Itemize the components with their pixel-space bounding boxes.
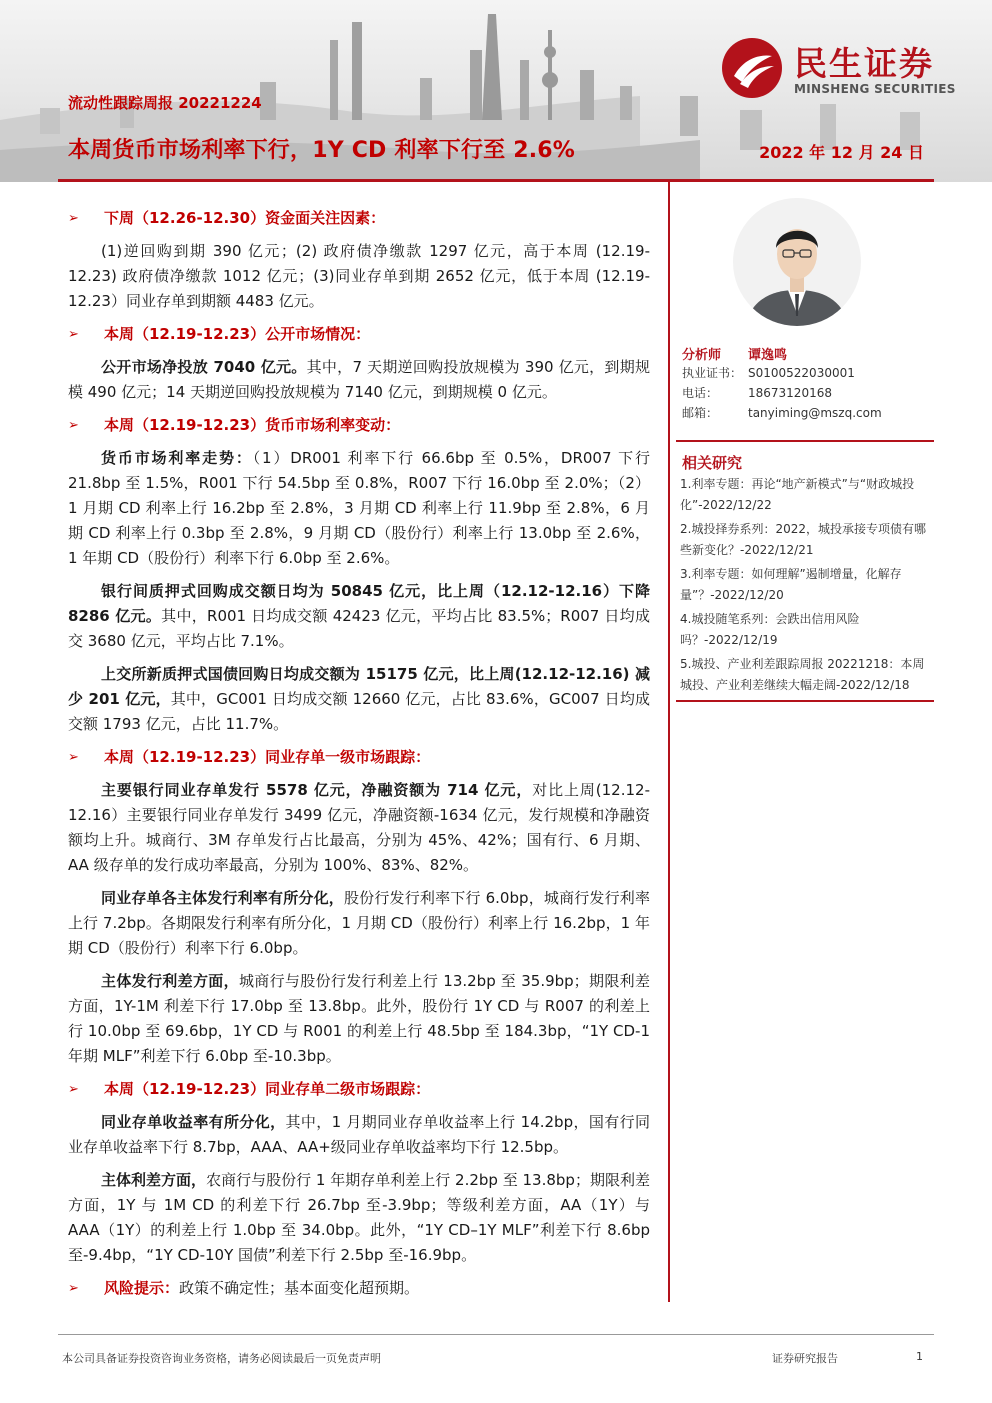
report-series: 流动性跟踪周报 20221224 <box>68 94 262 112</box>
section-paragraph: 主体发行利差方面，城商行与股份行发行利差上行 13.2bp 至 35.9bp；期限利差方面，1Y-1M 利差下行 17.0bp 至 13.8bp。此外，股份行 1Y CD 与 R007 的利差上行 10.0bp 至 69.6bp，1Y CD 与 R001 的利差上行 48.5bp 至 184.3bp，“1Y CD-1 年期 MLF”利差下行 6.0bp 至-10.3bp。 <box>68 972 650 1065</box>
related-research-item[interactable]: 4.城投随笔系列：会跌出信用风险吗？-2022/12/19 <box>680 612 860 647</box>
analyst-email-row: 邮箱： tanyiming@mszq.com <box>682 406 882 420</box>
related-research-item[interactable]: 2.城投择券系列：2022，城投承接专项债有哪些新变化？-2022/12/21 <box>680 522 926 557</box>
footer-disclaimer: 本公司具备证券投资咨询业务资格，请务必阅读最后一页免责声明 <box>62 1352 381 1365</box>
section-paragraph: 同业存单各主体发行利率有所分化，股份行发行利率下行 6.0bp，城商行发行利率上行 7.2bp。各期限发行利率有所分化，1 月期 CD（股份行）利率上行 16.2bp，1 年期 CD（股份行）利率下行 6.0bp。 <box>68 889 650 957</box>
arrow-bullet-icon: ➢ <box>68 211 79 226</box>
analyst-cert-row: 执业证书： S0100522030001 <box>682 366 855 380</box>
sidebar-divider <box>676 440 934 442</box>
section-heading: ➢ 本周（12.19-12.23）同业存单二级市场跟踪： <box>68 1077 650 1102</box>
related-research-item[interactable]: 3.利率专题：如何理解”遏制增量，化解存量”？-2022/12/20 <box>680 567 902 602</box>
analyst-cert: S0100522030001 <box>748 366 855 380</box>
risk-warning <box>68 1276 650 1301</box>
section-paragraph: (1)逆回购到期 390 亿元；(2) 政府债净缴款 1297 亿元，高于本周 (12.19-12.23) 政府债净缴款 1012 亿元；(3)同业存单到期 2652 亿元，低于本周 (12.19-12.23）同业存单到期额 4483 亿元。 <box>68 242 650 310</box>
section-paragraph: 银行间质押式回购成交额日均为 50845 亿元，比上周（12.12-12.16）下降 8286 亿元。其中，R001 日均成交额 42423 亿元，平均占比 83.5%；R007 日均成交 3680 亿元，平均占比 7.1%。 <box>68 582 650 650</box>
report-title: 本周货币市场利率下行，1Y CD 利率下行至 2.6% <box>68 138 576 163</box>
analyst-phone: 18673120168 <box>748 386 832 400</box>
arrow-bullet-icon: ➢ <box>68 750 79 765</box>
footer-divider <box>58 1334 934 1335</box>
analyst-name: 谭逸鸣 <box>748 348 788 363</box>
risk-label: 风险提示： <box>104 1279 180 1297</box>
section-paragraph: 公开市场净投放 7040 亿元。其中，7 天期逆回购投放规模为 390 亿元，到期规模 490 亿元；14 天期逆回购投放规模为 7140 亿元，到期规模 0 亿元。 <box>68 358 650 401</box>
section-paragraph: 上交所新质押式国债回购日均成交额为 15175 亿元，比上周(12.12-12.16) 减少 201 亿元，其中，GC001 日均成交额 12660 亿元，占比 83.6%，GC007 日均成交额 1793 亿元，占比 11.7%。 <box>68 665 650 733</box>
logo-english-name: MINSHENG SECURITIES <box>794 82 956 96</box>
analyst-name-row <box>682 344 787 363</box>
section-paragraph: 主要银行同业存单发行 5578 亿元，净融资额为 714 亿元，对比上周(12.12-12.16）主要银行同业存单发行 3499 亿元，净融资额-1634 亿元，发行规模和净融资额均上升。城商行、3M 存单发行占比最高，分别为 45%、42%；国有行、6 月期、AA 级存单的发行成功率最高，分别为 100%、83%、82%。 <box>68 781 650 874</box>
related-research-item[interactable]: 5.城投、产业利差跟踪周报 20221218：本周城投、产业利差继续大幅走阔-2022/12/18 <box>680 657 925 692</box>
page-number: 1 <box>916 1350 923 1363</box>
report-header <box>0 0 992 182</box>
related-research-list <box>680 474 932 699</box>
section-heading: ➢ 本周（12.19-12.23）公开市场情况： <box>68 322 650 347</box>
column-divider <box>668 182 670 1302</box>
footer-doc-type: 证券研究报告 <box>772 1352 838 1365</box>
section-heading: ➢ 本周（12.19-12.23）同业存单一级市场跟踪： <box>68 745 650 770</box>
summary-content <box>68 206 650 1309</box>
section-paragraph: 同业存单收益率有所分化，其中，1 月期同业存单收益率上行 14.2bp，国有行同业存单收益率下行 8.7bp，AAA、AA+级同业存单收益率均下行 12.5bp。 <box>68 1113 650 1156</box>
risk-text: 政策不确定性；基本面变化超预期。 <box>179 1279 420 1297</box>
analyst-email[interactable]: tanyiming@mszq.com <box>748 406 882 420</box>
arrow-bullet-icon: ➢ <box>68 418 79 433</box>
analyst-photo <box>732 190 862 338</box>
logo-chinese-name: 民生证券 <box>794 44 934 83</box>
related-research-item[interactable]: 1.利率专题：再论“地产新模式”与“财政城投化”-2022/12/22 <box>680 477 915 512</box>
analyst-phone-row: 电话： 18673120168 <box>682 386 832 400</box>
sidebar <box>676 182 934 702</box>
section-paragraph: 货币市场利率走势：（1）DR001 利率下行 66.6bp 至 0.5%，DR007 下行 21.8bp 至 1.5%，R001 下行 54.5bp 至 0.8%，R007 下行 16.0bp 至 2.0%；（2）1 月期 CD 利率上行 16.2bp 至 2.8%，3 月期 CD 利率上行 11.9bp 至 2.8%，6 月期 CD 利率上行 0.3bp 至 2.8%，9 月期 CD（股份行）利率上行 13.0bp 至 2.6%，1 年期 CD（股份行）利率下行 6.0bp 至 2.6%。 <box>68 449 650 567</box>
report-date: 2022 年 12 月 24 日 <box>759 143 924 162</box>
section-heading: ➢ 下周（12.26-12.30）资金面关注因素： <box>68 206 650 231</box>
section-paragraph: 主体利差方面，农商行与股份行 1 年期存单利差上行 2.2bp 至 13.8bp；期限利差方面，1Y 与 1M CD 的利差下行 26.7bp 至-3.9bp；等级利差方面，AA（1Y）与 AAA（1Y）的利差上行 1.0bp 至 34.0bp。此外，“1Y CD–1Y MLF”利差下行 8.6bp 至-9.4bp，“1Y CD-10Y 国债”利差下行 2.5bp 至-16.9bp。 <box>68 1171 650 1264</box>
arrow-bullet-icon: ➢ <box>68 1082 79 1097</box>
arrow-bullet-icon: ➢ <box>68 1281 79 1296</box>
logo-emblem-icon <box>720 36 784 100</box>
arrow-bullet-icon: ➢ <box>68 327 79 342</box>
section-heading: ➢ 本周（12.19-12.23）货币市场利率变动： <box>68 413 650 438</box>
sidebar-divider <box>676 700 934 702</box>
related-research-title: 相关研究 <box>682 454 743 472</box>
minsheng-logo <box>720 36 970 100</box>
analyst-role: 分析师 <box>682 348 722 363</box>
